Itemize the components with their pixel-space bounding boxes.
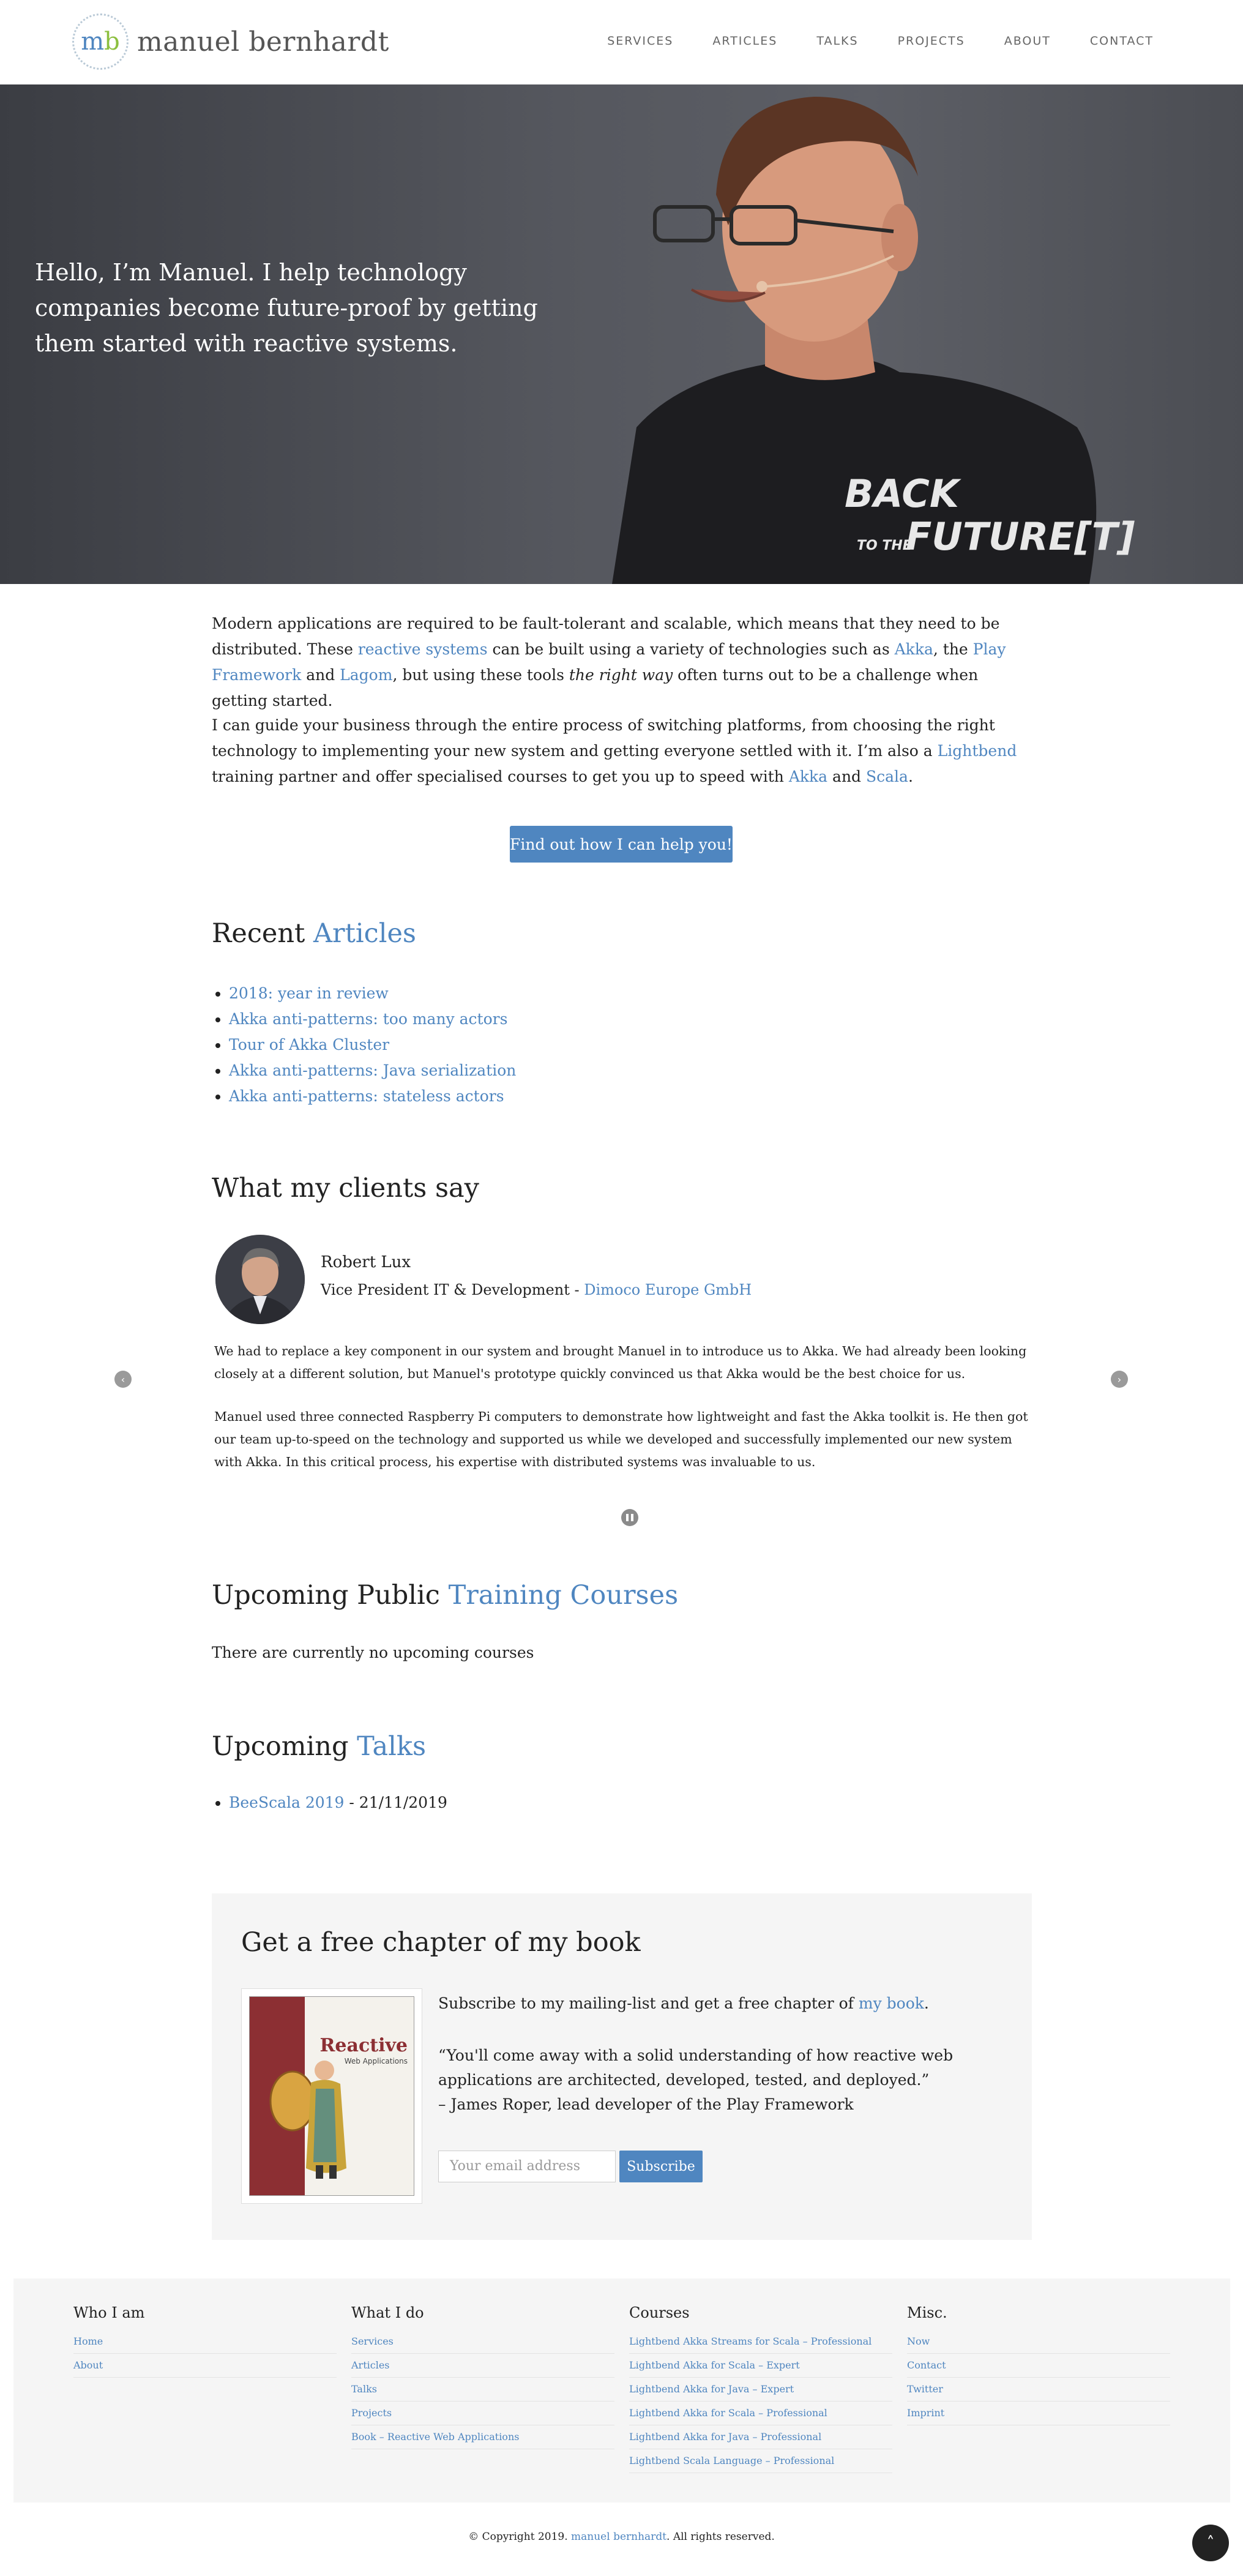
article-link[interactable]: • Akka anti-patterns: too many actors xyxy=(229,1006,516,1032)
client-role xyxy=(321,1281,752,1298)
book-cover-image[interactable] xyxy=(241,1988,422,2204)
intro-paragraph-1 xyxy=(212,611,1032,714)
talks-heading-link[interactable]: Talks xyxy=(357,1731,427,1762)
heading-text: Recent xyxy=(212,918,313,949)
copyright-notice xyxy=(0,2531,1243,2543)
article-link[interactable]: • Tour of Akka Cluster xyxy=(229,1032,516,1058)
subscribe-intro xyxy=(438,1991,1013,2016)
subscribe-text: . xyxy=(924,1994,929,2012)
talk-date: - 21/11/2019 xyxy=(344,1794,447,1811)
recent-articles-heading xyxy=(212,918,416,949)
footer-link[interactable]: Now xyxy=(907,2330,1170,2354)
talks-heading xyxy=(212,1731,426,1762)
client-avatar xyxy=(215,1235,305,1324)
no-courses-text: There are currently no upcoming courses xyxy=(212,1644,534,1661)
site-header xyxy=(0,0,1243,84)
intro-text: Modern applications are required to be fault-tolerant and scalable, which means that they need to be distributed. These xyxy=(212,615,1000,658)
shirt-print-tothe: TO THE xyxy=(857,538,912,553)
subscribe-button[interactable]: Subscribe xyxy=(619,2151,703,2182)
articles-heading-link[interactable]: Articles xyxy=(313,918,416,949)
footer-link[interactable]: About xyxy=(73,2354,337,2378)
intro-paragraph-2 xyxy=(212,713,1032,790)
intro-text: , the xyxy=(933,640,973,658)
logo-text: manuel bernhardt xyxy=(137,26,389,58)
client-company-link[interactable]: Dimoco Europe GmbH xyxy=(584,1281,752,1298)
intro-text: and xyxy=(827,768,866,785)
footer-col-title: Misc. xyxy=(907,2304,947,2321)
article-link[interactable]: • Akka anti-patterns: stateless actors xyxy=(229,1084,516,1109)
back-to-top-icon[interactable]: ˄ xyxy=(1192,2525,1229,2561)
lagom-link[interactable]: Lagom xyxy=(340,666,393,684)
intro-text: can be built using a variety of technologies such as xyxy=(487,640,895,658)
nav-articles[interactable]: ARTICLES xyxy=(712,34,778,48)
shirt-print-future: FUTURE[T] xyxy=(906,514,1135,559)
footer-col-title: Who I am xyxy=(73,2304,145,2321)
intro-text: . xyxy=(908,768,913,785)
footer-link[interactable]: Contact xyxy=(907,2354,1170,2378)
book-cover-illustration xyxy=(268,2046,354,2187)
footer-link[interactable]: Lightbend Akka for Scala – Expert xyxy=(629,2354,892,2378)
play-framework-link[interactable]: Play Framework xyxy=(212,640,1006,684)
footer-link[interactable]: Lightbend Akka for Java – Expert xyxy=(629,2378,892,2402)
client-role-separator: - xyxy=(569,1281,584,1298)
intro-text: often turns out to be a challenge when getting started. xyxy=(212,666,979,710)
footer-link[interactable]: Services xyxy=(351,2330,614,2354)
testimonial-quote-1: We had to replace a key component in our system and brought Manuel in to introduce us to Akka. We had already been looking closely at a different solution, but Manuel's prototype quickly convinced us that Akka would be the best choice for us. xyxy=(214,1344,1027,1381)
footer-col-title: Courses xyxy=(629,2304,690,2321)
client-portrait-photo xyxy=(215,1235,305,1324)
intro-text: training partner and offer specialised courses to get you up to speed with xyxy=(212,768,789,785)
lightbend-link[interactable]: Lightbend xyxy=(937,742,1017,760)
footer-col-who xyxy=(73,2304,337,2378)
talk-link[interactable]: BeeScala 2019 xyxy=(229,1794,345,1811)
heading-text: Upcoming xyxy=(212,1731,357,1762)
footer-link[interactable]: Talks xyxy=(351,2378,614,2402)
footer-col-misc xyxy=(907,2304,1170,2425)
akka-course-link[interactable]: Akka xyxy=(788,768,828,785)
book-cover-subtitle: Web Applications xyxy=(344,2057,408,2065)
client-name: Robert Lux xyxy=(321,1253,411,1271)
site-footer xyxy=(13,2278,1230,2503)
intro-text: and xyxy=(301,666,340,684)
training-heading xyxy=(212,1580,678,1611)
free-chapter-box xyxy=(212,1893,1032,2240)
nav-projects[interactable]: PROJECTS xyxy=(897,34,965,48)
reactive-systems-link[interactable]: reactive systems xyxy=(357,640,488,658)
subscribe-text: Subscribe to my mailing-list and get a free chapter of xyxy=(438,1994,859,2012)
talks-list xyxy=(212,1790,447,1816)
footer-link[interactable]: Articles xyxy=(351,2354,614,2378)
nav-talks[interactable]: TALKS xyxy=(816,34,859,48)
book-cover-title: Reactive xyxy=(319,2035,408,2056)
copyright-link[interactable]: manuel bernhardt xyxy=(571,2531,667,2543)
footer-link[interactable]: Lightbend Akka for Scala – Professional xyxy=(629,2402,892,2425)
book-cover xyxy=(249,1996,414,2196)
client-role-text: Vice President IT & Development xyxy=(321,1281,570,1298)
footer-link[interactable]: Projects xyxy=(351,2402,614,2425)
main-nav xyxy=(607,34,1154,48)
talk-item xyxy=(229,1790,447,1816)
nav-contact[interactable]: CONTACT xyxy=(1089,34,1154,48)
testimonial-quote-2: Manuel used three connected Raspberry Pi computers to demonstrate how lightweight and fast the Akka toolkit is. He then got our team up-to-speed on the technology and supported us while we developed and successfully implemented our new system with Akka. In this critical process, his expertise with distributed systems was invaluable to us. xyxy=(214,1409,1028,1469)
testimonial-next-arrow-icon[interactable]: › xyxy=(1111,1371,1128,1388)
article-link[interactable]: • 2018: year in review xyxy=(229,981,516,1006)
heading-text: Upcoming Public xyxy=(212,1580,449,1611)
footer-link[interactable]: Lightbend Akka for Java – Professional xyxy=(629,2425,892,2449)
recent-articles-list xyxy=(212,981,516,1109)
footer-link[interactable]: Lightbend Scala Language – Professional xyxy=(629,2449,892,2473)
footer-link[interactable]: Twitter xyxy=(907,2378,1170,2402)
footer-col-title: What I do xyxy=(351,2304,424,2321)
testimonial-prev-arrow-icon[interactable]: ‹ xyxy=(114,1371,132,1388)
training-heading-link[interactable]: Training Courses xyxy=(448,1580,679,1611)
site-logo[interactable] xyxy=(72,13,389,70)
copyright-text: © Copyright 2019. xyxy=(468,2531,572,2543)
free-chapter-heading: Get a free chapter of my book xyxy=(241,1927,641,1958)
testimonial-pause-icon[interactable] xyxy=(621,1509,638,1526)
find-out-how-button[interactable]: Find out how I can help you! xyxy=(510,826,733,863)
footer-col-courses xyxy=(629,2304,892,2473)
shirt-print-back: BACK xyxy=(845,471,959,516)
book-quote-author: – James Roper, lead developer of the Play Framework xyxy=(438,2095,854,2113)
clients-heading: What my clients say xyxy=(212,1173,479,1204)
email-input[interactable]: Your email address xyxy=(438,2151,616,2182)
logo-mark-icon: m b xyxy=(72,13,129,70)
nav-about[interactable]: ABOUT xyxy=(1004,34,1051,48)
footer-col-what xyxy=(351,2304,614,2449)
hero-portrait-photo xyxy=(612,84,1243,584)
footer-link[interactable]: Book – Reactive Web Applications xyxy=(351,2425,614,2449)
footer-link[interactable]: Home xyxy=(73,2330,337,2354)
my-book-link[interactable]: my book xyxy=(858,1994,924,2012)
nav-services[interactable]: SERVICES xyxy=(607,34,674,48)
hero-banner xyxy=(0,84,1243,584)
copyright-text: . All rights reserved. xyxy=(666,2531,775,2543)
intro-text: , but using these tools xyxy=(392,666,569,684)
footer-link[interactable]: Imprint xyxy=(907,2402,1170,2425)
akka-link[interactable]: Akka xyxy=(894,640,933,658)
scala-course-link[interactable]: Scala xyxy=(866,768,908,785)
article-link[interactable]: • Akka anti-patterns: Java serialization xyxy=(229,1058,516,1084)
footer-link[interactable]: Lightbend Akka Streams for Scala – Professional xyxy=(629,2330,892,2354)
intro-emphasis: the right way xyxy=(569,666,673,684)
intro-text: I can guide your business through the entire process of switching platforms, from choosing the right technology to implementing your new system and getting everyone settled with it. I’m also a xyxy=(212,716,995,760)
hero-headline: Hello, I’m Manuel. I help technology companies become future-proof by getting them started with reactive systems. xyxy=(35,259,538,357)
book-quote: “You'll come away with a solid understanding of how reactive web applications are architected, developed, tested, and deployed.” xyxy=(438,2046,954,2089)
